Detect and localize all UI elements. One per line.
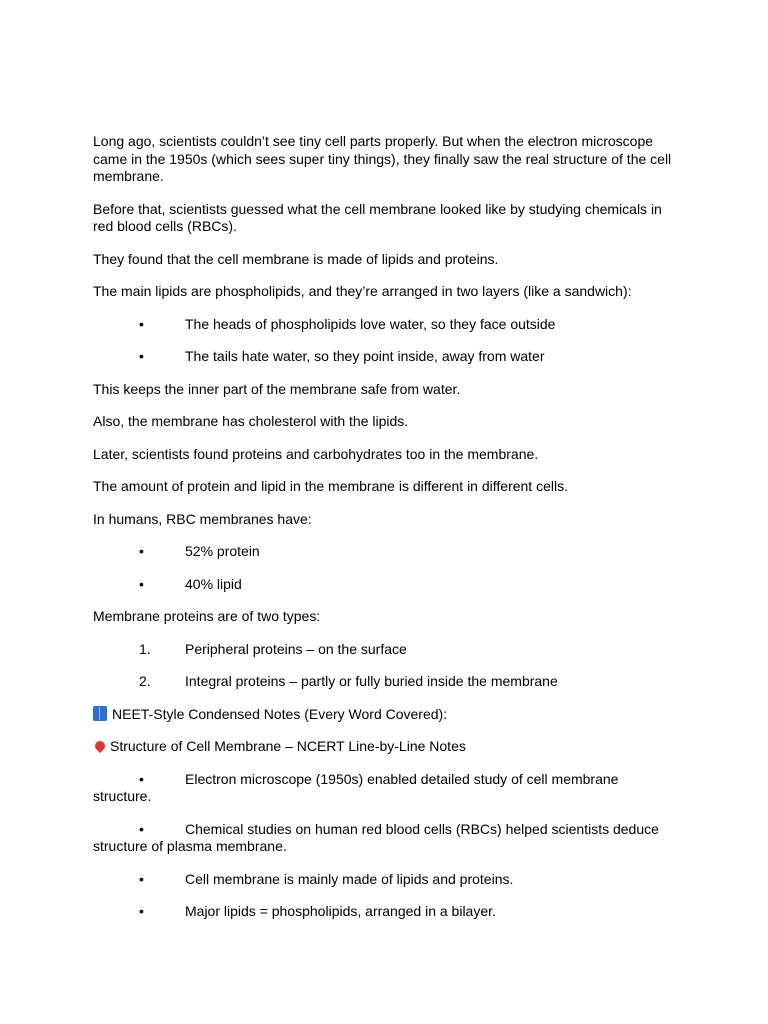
blue-book-icon bbox=[93, 706, 107, 721]
list-item-text: Peripheral proteins – on the surface bbox=[185, 640, 407, 657]
structure-heading-text: Structure of Cell Membrane – NCERT Line-by-Line Notes bbox=[110, 738, 466, 754]
bullet-marker: • bbox=[139, 870, 144, 887]
paragraph-intro: Long ago, scientists couldn’t see tiny cell parts properly. But when the electron microscope came in the 1950s (which sees super tiny things), they finally saw the real structure of the cell membrane. bbox=[93, 133, 672, 184]
list-item-text: The heads of phospholipids love water, so they face outside bbox=[185, 315, 556, 332]
list-item-text: Major lipids = phospholipids, arranged in a bilayer. bbox=[185, 903, 496, 919]
bullet-marker: • bbox=[139, 348, 144, 364]
list-item bbox=[93, 316, 678, 334]
list-item-text: 40% lipid bbox=[185, 575, 242, 592]
notes-heading-text: NEET-Style Condensed Notes (Every Word Covered): bbox=[112, 705, 448, 722]
list-item-text: Chemical studies on human red blood cells (RBCs) helped scientists deduce structure of plasma membrane. bbox=[93, 820, 659, 854]
notes-heading bbox=[93, 706, 678, 724]
bullet-marker: • bbox=[139, 820, 144, 837]
list-item-text: Electron microscope (1950s) enabled detailed study of cell membrane structure. bbox=[93, 770, 619, 804]
list-item bbox=[93, 576, 678, 594]
paragraph-rbc-study: Before that, scientists guessed what the cell membrane looked like by studying chemicals in red blood cells (RBCs). bbox=[93, 200, 662, 234]
paragraph-protection: This keeps the inner part of the membrane safe from water. bbox=[93, 380, 461, 397]
bullet-marker: • bbox=[139, 903, 144, 919]
paragraph-rbc-membranes: In humans, RBC membranes have: bbox=[93, 510, 312, 527]
list-item-text: 52% protein bbox=[185, 543, 260, 559]
list-item bbox=[93, 903, 678, 921]
paragraph-phospholipids: The main lipids are phospholipids, and they’re arranged in two layers (like a sandwich): bbox=[93, 283, 632, 299]
bullet-marker: • bbox=[139, 770, 144, 787]
structure-heading bbox=[93, 738, 678, 756]
bullet-marker: • bbox=[139, 315, 144, 332]
paragraph-later-findings: Later, scientists found proteins and carbohydrates too in the membrane. bbox=[93, 445, 539, 462]
paragraph-amount: The amount of protein and lipid in the membrane is different in different cells. bbox=[93, 478, 568, 494]
list-item-text: Integral proteins – partly or fully buried inside the membrane bbox=[185, 673, 558, 689]
list-item bbox=[93, 821, 678, 856]
bullet-marker: • bbox=[139, 575, 144, 592]
list-item bbox=[93, 543, 678, 561]
list-item bbox=[93, 641, 678, 659]
round-pushpin-icon bbox=[93, 739, 107, 753]
document-page bbox=[93, 133, 678, 936]
list-item bbox=[93, 348, 678, 366]
list-item bbox=[93, 771, 678, 806]
number-marker: 2. bbox=[139, 673, 151, 689]
bullet-marker: • bbox=[139, 543, 144, 559]
number-marker: 1. bbox=[139, 640, 151, 657]
paragraph-cholesterol: Also, the membrane has cholesterol with the lipids. bbox=[93, 413, 409, 429]
list-item-text: The tails hate water, so they point inside, away from water bbox=[185, 348, 545, 364]
paragraph-composition: They found that the cell membrane is made of lipids and proteins. bbox=[93, 250, 499, 267]
list-item bbox=[93, 673, 678, 691]
paragraph-protein-types: Membrane proteins are of two types: bbox=[93, 608, 321, 624]
list-item-text: Cell membrane is mainly made of lipids and proteins. bbox=[185, 870, 514, 887]
list-item bbox=[93, 871, 678, 889]
